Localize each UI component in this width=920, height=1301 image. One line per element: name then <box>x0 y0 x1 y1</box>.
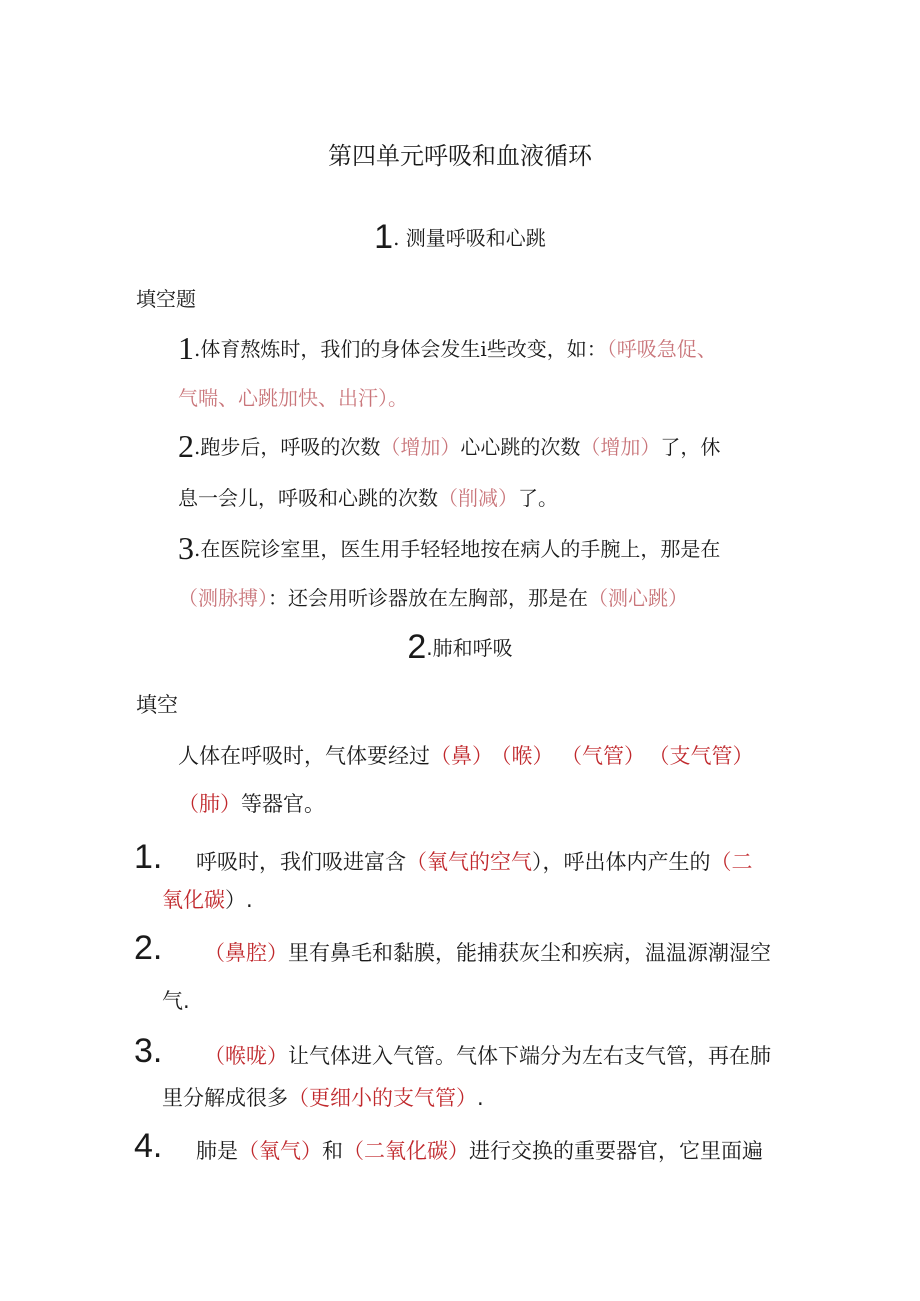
section-1-number: 1 <box>374 218 394 256</box>
question-2-number: 2 <box>178 428 194 464</box>
item-1-number: 1. <box>134 838 163 876</box>
item-4-text-3: 进行交换的重要器官，它里面遍 <box>469 1139 763 1163</box>
item-1-text-3: ）. <box>225 888 253 912</box>
question-2-answer-2: （增加） <box>580 435 661 459</box>
document-title: 第四单元呼吸和血液循环 <box>328 142 592 170</box>
item-1-answer-2: （二 <box>710 850 753 874</box>
item-3-text-3: . <box>477 1086 484 1110</box>
question-2-text-5: 了。 <box>518 486 558 510</box>
intro-line-2 <box>178 788 325 818</box>
section-2-title: .肺和呼吸 <box>426 636 513 660</box>
intro-answer-3: （气管） <box>571 744 645 768</box>
question-3-number: 3 <box>178 530 194 566</box>
item-2-text-1: 里有鼻毛和黏膜，能捕获灰尘和疾病，温温源潮湿空 <box>288 941 771 965</box>
item-3-line-2 <box>162 1082 484 1112</box>
item-1-text-2: ），呼出体内产生的 <box>532 850 711 874</box>
question-2-text-1: .跑步后，呼吸的次数 <box>194 435 381 459</box>
item-1-text-1: 呼吸时，我们吸进富含 <box>196 850 406 874</box>
question-1-answer: （呼吸急促、 <box>606 337 717 361</box>
intro-text-1: 人体在呼吸时，气体要经过 <box>178 744 430 768</box>
section-1-label: 填空题 <box>136 287 196 311</box>
intro-answer-5: （肺） <box>178 792 241 816</box>
item-2-answer-1: （鼻腔） <box>204 941 288 965</box>
question-1-answer-cont: 气喘、心跳加快、出汗）。 <box>178 386 408 410</box>
item-4-number: 4. <box>134 1127 163 1165</box>
item-4-text-1: 肺是 <box>196 1139 238 1163</box>
intro-line-1 <box>178 740 754 770</box>
item-3-text-2: 里分解成很多 <box>162 1086 288 1110</box>
section-1-title: . 测量呼吸和心跳 <box>393 226 546 250</box>
question-1-text: .体育熬炼时，我们的身体会发生i些改变，如： <box>194 337 607 361</box>
section-2-heading <box>0 628 920 667</box>
question-2-text-2: 心心跳的次数 <box>460 435 581 459</box>
item-4-answer-2: （二氧化碳） <box>343 1139 469 1163</box>
section-2-number: 2 <box>407 628 427 666</box>
question-3-answer-2: （测心跳） <box>588 586 688 610</box>
question-1-number: 1 <box>178 330 194 366</box>
question-3-line-1 <box>178 530 720 567</box>
item-1-line-2 <box>162 884 253 914</box>
question-3-text-2: ：还会用听诊器放在左胸部，那是在 <box>268 586 588 610</box>
item-4-text-2: 和 <box>322 1139 343 1163</box>
question-3-line-2 <box>178 582 688 611</box>
section-1-heading <box>0 218 920 257</box>
intro-answer-4: （支气管） <box>659 744 754 768</box>
item-1-line-1 <box>134 838 753 876</box>
intro-answer-1: （鼻） <box>430 744 493 768</box>
intro-text-2: 等器官。 <box>241 792 325 816</box>
question-2-text-3: 了，休 <box>660 435 721 459</box>
item-1-answer-1: （氧气的空气 <box>406 850 532 874</box>
question-2-line-2 <box>178 482 558 511</box>
question-2-answer-1: （增加） <box>380 435 461 459</box>
item-2-number: 2. <box>134 929 163 967</box>
item-2-line-2: 气. <box>162 989 190 1013</box>
question-2-text-4: 息一会儿，呼吸和心跳的次数 <box>178 486 438 510</box>
item-4-line-1 <box>134 1127 763 1165</box>
item-1-answer-3: 氧化碳 <box>162 888 225 912</box>
item-2-line-1 <box>134 929 771 967</box>
question-3-answer-1: （测脉搏） <box>178 586 268 610</box>
item-3-answer-1: （喉咙） <box>204 1044 288 1068</box>
item-3-answer-2: （更细小的支气管） <box>288 1086 477 1110</box>
question-3-text-1: .在医院诊室里，医生用手轻轻地按在病人的手腕上，那是在 <box>194 537 721 561</box>
question-2-line-1 <box>178 428 720 465</box>
intro-answer-2: （喉） <box>501 744 554 768</box>
item-3-text-1: 让气体进入气管。气体下端分为左右支气管，再在肺 <box>288 1044 771 1068</box>
section-2-label: 填空 <box>136 693 178 717</box>
item-3-number: 3. <box>134 1032 163 1070</box>
item-4-answer-1: （氧气） <box>238 1139 322 1163</box>
question-2-answer-3: （削减） <box>438 486 518 510</box>
question-1-line-1 <box>178 330 717 367</box>
item-3-line-1 <box>134 1032 771 1070</box>
